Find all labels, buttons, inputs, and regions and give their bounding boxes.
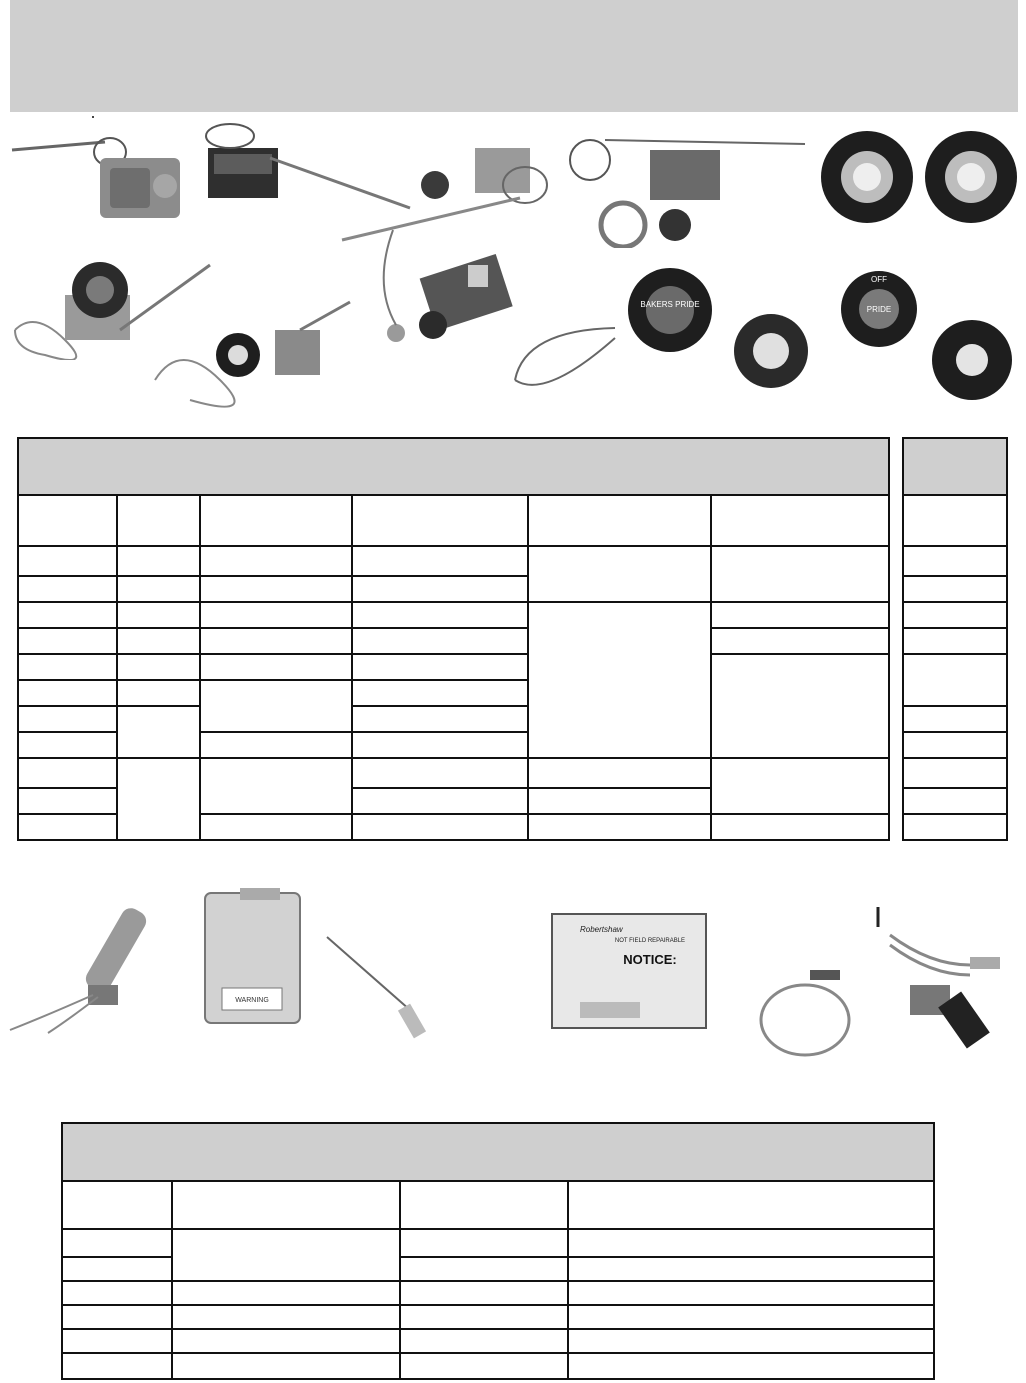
- dial-knob-low-550-image: [922, 128, 1020, 226]
- column-header-row: [62, 1181, 934, 1229]
- column-header: [568, 1181, 934, 1229]
- mark: [92, 116, 94, 118]
- table-row: [903, 788, 1007, 814]
- table-row: [903, 546, 1007, 576]
- column-header: [117, 495, 200, 546]
- table-row: [62, 1229, 934, 1257]
- notice-text: NOTICE:: [623, 952, 677, 967]
- robertshaw-ignition-control-image: [550, 912, 708, 1030]
- table-row: [18, 654, 889, 680]
- table-row: [18, 602, 889, 628]
- column-header: [903, 495, 1007, 546]
- column-header: [200, 495, 352, 546]
- control-board-image: [368, 225, 518, 355]
- gas-valve-thermostat-image: [10, 120, 190, 225]
- column-header: [18, 495, 117, 546]
- warning-text: WARNING: [235, 997, 269, 1004]
- thermostat-with-dial-and-bezel-image: [565, 130, 810, 248]
- ignition-module-ram-image: [200, 888, 305, 1028]
- header-banner: [10, 0, 1018, 112]
- parts-table-top-price-column: [902, 437, 1008, 841]
- table-row: [903, 654, 1007, 706]
- timer-with-knob-image: [150, 300, 355, 410]
- table-row: [903, 602, 1007, 628]
- parts-table-top: [17, 437, 890, 841]
- off-text: OFF: [871, 275, 887, 284]
- dial-knob-lo-550-image: [818, 128, 916, 226]
- table-row: [18, 546, 889, 576]
- table-row: [62, 1281, 934, 1305]
- bakers-pride-text: BAKERS PRIDE: [640, 300, 700, 309]
- dial-knob-o-image: [928, 316, 1016, 404]
- table-title: [62, 1123, 934, 1181]
- robertshaw-text: Robertshaw: [580, 925, 623, 934]
- lead-wire-image: [755, 965, 870, 1060]
- price-column-title: [903, 438, 1007, 495]
- table-title: [18, 438, 889, 495]
- table-row: [903, 732, 1007, 758]
- column-header: [400, 1181, 568, 1229]
- column-header: [711, 495, 889, 546]
- not-field-repairable-text: NOT FIELD REPAIRABLE: [614, 938, 686, 944]
- table-row: [62, 1329, 934, 1353]
- table-row: [62, 1353, 934, 1379]
- bakers-pride-dial-off-700-image: [838, 268, 920, 350]
- plain-knob-image: [730, 310, 812, 392]
- column-header: [352, 495, 528, 546]
- column-header: [62, 1181, 172, 1229]
- table-row: [903, 758, 1007, 788]
- hot-surface-igniter-image: [870, 905, 1020, 1055]
- column-header-row: [18, 495, 889, 546]
- spark-electrode-image: [325, 935, 450, 1040]
- table-row: [903, 576, 1007, 602]
- table-row: [18, 628, 889, 654]
- thermocouple-wire-image: [505, 320, 625, 400]
- table-row: [62, 1305, 934, 1329]
- column-header: [172, 1181, 400, 1229]
- table-row: [903, 628, 1007, 654]
- table-row: [18, 758, 889, 788]
- bakers-pride-dial-image: [625, 265, 715, 355]
- parts-table-bottom: [61, 1122, 935, 1380]
- flame-sensor-image: [8, 885, 188, 1035]
- table-row: [903, 814, 1007, 840]
- pride-text: PRIDE: [866, 305, 892, 314]
- table-row: [903, 706, 1007, 732]
- column-header: [528, 495, 711, 546]
